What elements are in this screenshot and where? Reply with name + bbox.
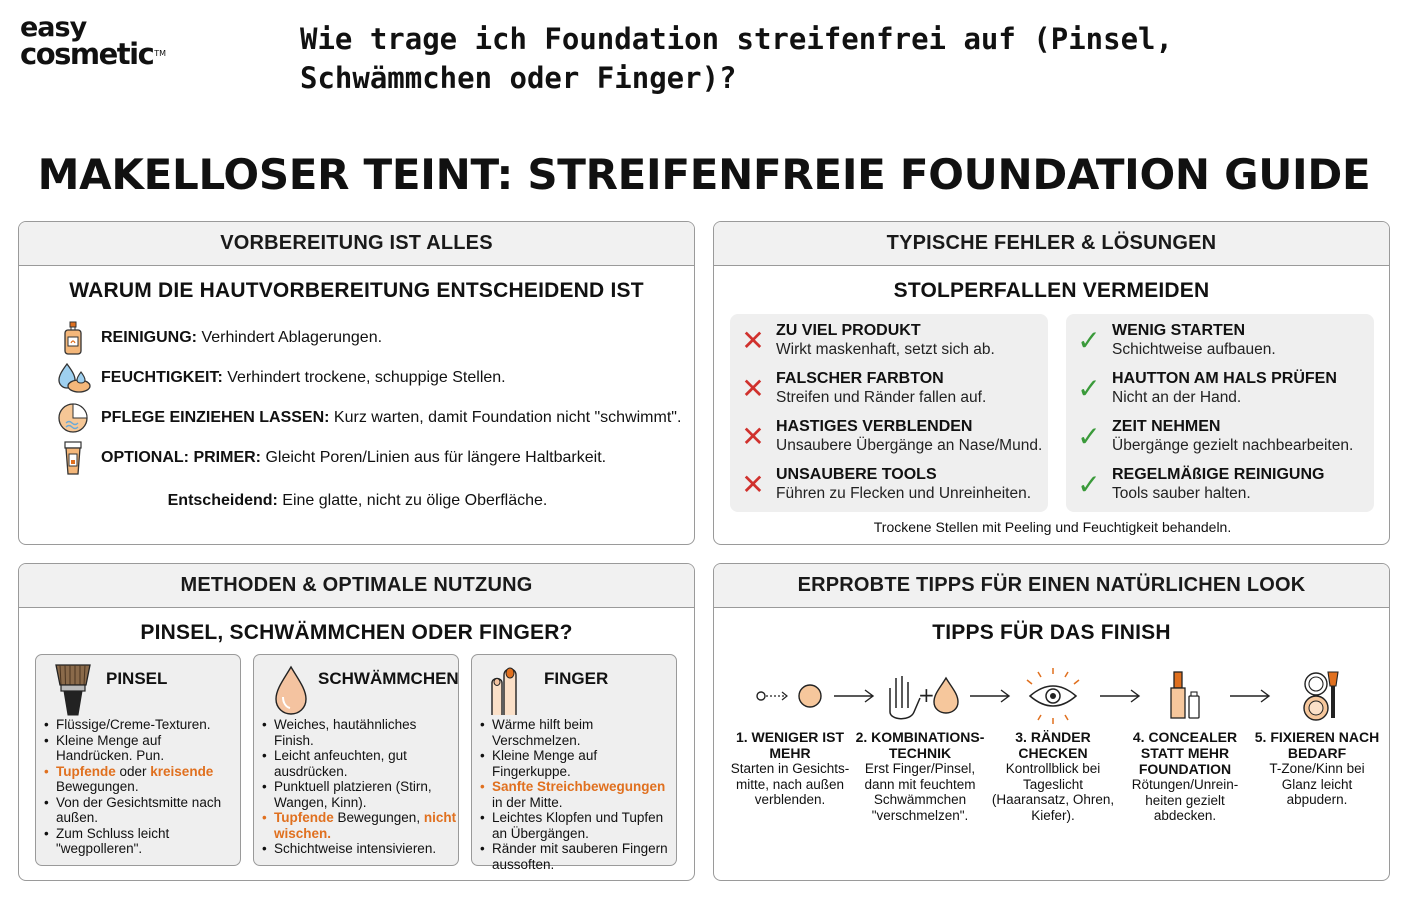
green-check-icon: ✓ <box>1077 469 1101 500</box>
logo-word-easy: easy <box>20 12 87 43</box>
list-item: • Wärme hilft beim Verschmelzen. <box>480 717 676 748</box>
arrow-right-icon <box>834 690 873 702</box>
method-finger-title: FINGER <box>544 669 609 688</box>
mistake-item <box>730 318 1048 366</box>
prep-panel <box>18 221 695 545</box>
prep-item-moisture <box>55 358 685 398</box>
mistake-title: UNSAUBERE TOOLS <box>776 466 937 483</box>
hand-plus-sponge-icon <box>890 676 958 719</box>
tip-desc: Erst Finger/Pinsel, dann mit feuchtem Schwämmchen "verschmelzen". <box>864 761 976 823</box>
mistake-desc: Unsaubere Übergänge an Nase/Mund. <box>776 437 1043 454</box>
method-brush-title: PINSEL <box>106 669 168 688</box>
green-check-icon: ✓ <box>1077 373 1101 404</box>
errors-panel <box>713 221 1390 545</box>
list-item: • Leichtes Klopfen und Tupfen an Übergängen. <box>480 810 676 841</box>
list-item: • Von der Gesichtsmitte nach außen. <box>44 795 240 826</box>
tip-step-5 <box>1252 729 1382 808</box>
mistake-title: HASTIGES VERBLENDEN <box>776 418 973 435</box>
fingers-icon <box>486 661 532 717</box>
solution-item <box>1066 462 1374 510</box>
mistake-item <box>730 414 1048 462</box>
list-item: • Leicht anfeuchten, gut ausdrücken. <box>262 748 458 779</box>
list-item: • Flüssige/Creme-Texturen. <box>44 717 240 733</box>
tip-desc: Rötungen/Unrein-heiten gezielt abdecken. <box>1131 777 1239 823</box>
list-item: • Sanfte Streichbewegungen in der Mitte. <box>480 779 676 810</box>
svg-text:+: + <box>918 683 935 707</box>
moisture-drops-icon <box>55 360 91 396</box>
prep-item-primer <box>55 438 685 478</box>
tip-desc: T-Zone/Kinn bei Glanz leicht abpudern. <box>1269 761 1365 807</box>
method-brush-list <box>44 717 240 857</box>
errors-panel-header: TYPISCHE FEHLER & LÖSUNGEN <box>714 222 1389 266</box>
green-check-icon: ✓ <box>1077 421 1101 452</box>
prep-item-moisture-text: FEUCHTIGKEIT: Verhindert trockene, schuppige Stellen. <box>101 369 506 386</box>
mistake-desc: Führen zu Flecken und Unreinheiten. <box>776 485 1032 502</box>
arrow-right-icon <box>970 690 1009 702</box>
mistake-item <box>730 366 1048 414</box>
mistake-desc: Streifen und Ränder fallen auf. <box>776 389 987 406</box>
methods-panel-subtitle: PINSEL, SCHWÄMMCHEN ODER FINGER? <box>140 621 573 644</box>
cleanser-bottle-icon <box>55 320 91 356</box>
methods-panel <box>18 563 695 881</box>
tip-desc: Starten in Gesichts-mitte, nach außen verblenden. <box>730 761 850 807</box>
tips-panel-subtitle: TIPPS FÜR DAS FINISH <box>932 621 1171 644</box>
solution-title: REGELMÄßIGE REINIGUNG <box>1112 466 1325 483</box>
solution-item <box>1066 414 1374 462</box>
brush-icon <box>50 661 96 717</box>
prep-panel-subtitle: WARUM DIE HAUTVORBEREITUNG ENTSCHEIDEND IST <box>69 279 644 302</box>
prep-footer: Entscheidend: Eine glatte, nicht zu ölige Oberfläche. <box>167 492 548 509</box>
sponge-icon <box>268 661 314 717</box>
green-check-icon: ✓ <box>1077 325 1101 356</box>
list-item: • Kleine Menge auf Fingerkuppe. <box>480 748 676 779</box>
list-item: • Ränder mit sauberen Fingern aussoften. <box>480 841 676 872</box>
page-title: MAKELLOSER TEINT: STREIFENFREIE FOUNDATION GUIDE <box>37 150 1371 199</box>
eye-check-icon <box>1027 668 1079 724</box>
tip-desc: Kontrollblick bei Tageslicht (Haaransatz, Ohren, Kiefer). <box>991 761 1115 823</box>
solutions-list <box>1066 314 1374 512</box>
tips-panel <box>713 563 1390 881</box>
method-finger-card <box>471 654 677 872</box>
red-x-icon: ✕ <box>741 325 765 356</box>
mistake-item <box>730 462 1048 510</box>
tip-step-3 <box>988 729 1118 823</box>
mistake-title: ZU VIEL PRODUKT <box>776 322 921 339</box>
logo-word-cosmetic <box>20 37 190 71</box>
solution-title: HAUTTON AM HALS PRÜFEN <box>1112 370 1337 387</box>
easy-cosmetic-logo <box>20 12 190 76</box>
list-item: • Punktuell platzieren (Stirn, Wangen, Kinn). <box>262 779 458 810</box>
prep-panel-header: VORBEREITUNG IST ALLES <box>19 222 694 266</box>
tip-title: 3. RÄNDER CHECKEN <box>1015 729 1091 761</box>
prep-item-primer-text: OPTIONAL: PRIMER: Gleicht Poren/Linien aus für längere Haltbarkeit. <box>101 449 607 466</box>
powder-compact-icon <box>1304 672 1338 720</box>
method-brush-card <box>35 654 241 866</box>
list-item: • Weiches, hautähnliches Finish. <box>262 717 458 748</box>
tip-step-1 <box>725 729 855 808</box>
solution-item <box>1066 366 1374 414</box>
prep-list <box>55 318 685 478</box>
red-x-icon: ✕ <box>741 373 765 404</box>
solution-title: ZEIT NEHMEN <box>1112 418 1221 435</box>
method-sponge-card <box>253 654 459 866</box>
red-x-icon: ✕ <box>741 421 765 452</box>
solution-title: WENIG STARTEN <box>1112 322 1246 339</box>
list-item: • Kleine Menge auf Handrücken. Pun. <box>44 733 240 764</box>
primer-tube-icon <box>55 440 91 476</box>
red-x-icon: ✕ <box>741 469 765 500</box>
method-finger-list <box>480 717 676 872</box>
errors-footer: Trockene Stellen mit Peeling und Feuchtigkeit behandeln. <box>873 519 1232 535</box>
tips-panel-header: ERPROBTE TIPPS FÜR EINEN NATÜRLICHEN LOOK <box>714 564 1389 608</box>
solution-desc: Übergänge gezielt nachbearbeiten. <box>1112 437 1354 454</box>
prep-item-cleansing-text: REINIGUNG: Verhindert Ablagerungen. <box>101 329 383 346</box>
concealer-icon <box>1171 672 1199 718</box>
solution-desc: Nicht an der Hand. <box>1112 389 1242 406</box>
list-item: • Schichtweise intensivieren. <box>262 841 458 857</box>
tip-title: 5. FIXIEREN NACH BEDARF <box>1254 729 1380 761</box>
arrow-right-icon <box>1100 690 1139 702</box>
method-sponge-list <box>262 717 458 857</box>
tip-title: 4. CONCEALER STATT MEHR FOUNDATION <box>1132 729 1238 777</box>
list-item: • Tupfende Bewegungen, nicht wischen. <box>262 810 458 841</box>
mistakes-list <box>730 314 1048 512</box>
solution-item <box>1066 318 1374 366</box>
solution-desc: Tools sauber halten. <box>1112 485 1251 502</box>
method-sponge-title: SCHWÄMMCHEN <box>318 669 459 688</box>
tip-step-2 <box>855 729 985 823</box>
arrow-right-icon <box>1230 690 1269 702</box>
tip-title: 2. KOMBINATIONS-TECHNIK <box>855 729 985 761</box>
logo-word-cosmetic-text: cosmetic <box>20 37 154 71</box>
tip-step-4 <box>1120 729 1250 824</box>
list-item: • Zum Schluss leicht "wegpolleren". <box>44 826 240 857</box>
prep-item-absorb-text: PFLEGE EINZIEHEN LASSEN: Kurz warten, damit Foundation nicht "schwimmt". <box>101 409 682 426</box>
errors-panel-subtitle: STOLPERFALLEN VERMEIDEN <box>893 279 1210 302</box>
skin-absorb-icon <box>55 400 91 436</box>
less-is-more-icon <box>757 685 821 707</box>
list-item: • Tupfende oder kreisende Bewegungen. <box>44 764 240 795</box>
tip-title: 1. WENIGER IST MEHR <box>735 729 845 761</box>
page-question: Wie trage ich Foundation streifenfrei auf (Pinsel, Schwämmchen oder Finger)? <box>300 22 1173 95</box>
mistake-desc: Wirkt maskenhaft, setzt sich ab. <box>776 341 995 358</box>
solution-desc: Schichtweise aufbauen. <box>1112 341 1276 358</box>
methods-panel-header: METHODEN & OPTIMALE NUTZUNG <box>19 564 694 608</box>
prep-item-absorb <box>55 398 685 438</box>
prep-item-cleansing <box>55 318 685 358</box>
mistake-title: FALSCHER FARBTON <box>776 370 944 387</box>
logo-trademark: TM <box>154 49 167 58</box>
